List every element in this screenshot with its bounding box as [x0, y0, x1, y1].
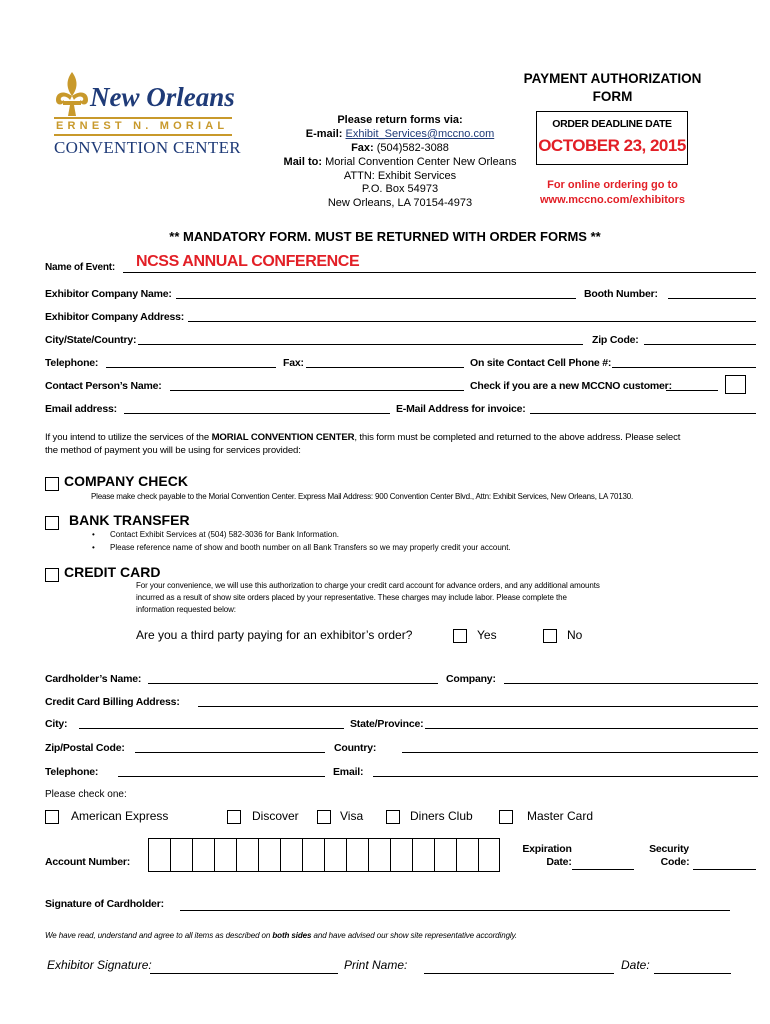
cardholder-field[interactable]: [148, 683, 438, 684]
account-digit-cell[interactable]: [478, 838, 500, 872]
deadline-date: OCTOBER 23, 2015: [538, 136, 686, 155]
zip-code-field[interactable]: [644, 344, 756, 345]
account-digit-cell[interactable]: [456, 838, 479, 872]
telephone-field[interactable]: [106, 367, 276, 368]
print-name-label: Print Name:: [344, 958, 408, 972]
mail-label: Mail to:: [283, 156, 323, 168]
logo-new-orleans: New Orleans: [90, 82, 235, 112]
event-line: [123, 272, 756, 273]
pobox-line: P.O. Box 54973: [361, 183, 439, 195]
logo-gold-rule-bottom: [54, 134, 232, 136]
third-party-yes-checkbox[interactable]: [453, 629, 467, 643]
bank-bullet-text-1: Contact Exhibit Services at (504) 582-3036 for Bank Information.: [110, 530, 340, 539]
signature-cardholder-label: Signature of Cardholder:: [45, 898, 164, 910]
print-name-field[interactable]: [424, 973, 614, 974]
third-party-no-label: No: [567, 628, 583, 642]
account-digit-cell[interactable]: [236, 838, 259, 872]
visa-checkbox[interactable]: [317, 810, 331, 824]
event-label: Name of Event:: [45, 262, 115, 273]
exhibitor-signature-label: Exhibitor Signature:: [47, 958, 152, 972]
check-one-label: Please check one:: [45, 789, 127, 800]
deadline-label: ORDER DEADLINE DATE: [552, 118, 672, 130]
discover-checkbox[interactable]: [227, 810, 241, 824]
booth-number-label: Booth Number:: [584, 288, 658, 300]
bank-bullet-text-2: Please reference name of show and booth number on all Bank Transfers so we may properly credit your account.: [110, 543, 511, 552]
bank-transfer-title: BANK TRANSFER: [69, 512, 190, 528]
booth-number-field[interactable]: [668, 298, 756, 299]
card-state-label: State/Province:: [350, 718, 424, 730]
email-link[interactable]: Exhibit_Services@mccno.com: [345, 128, 495, 140]
email-line: [250, 128, 550, 140]
company-address-label: Exhibitor Company Address:: [45, 311, 185, 323]
account-digit-cell[interactable]: [280, 838, 303, 872]
company-address-field[interactable]: [188, 321, 756, 322]
account-digit-cell[interactable]: [214, 838, 237, 872]
logo: [52, 70, 242, 160]
credit-card-note: [136, 580, 600, 616]
online-link[interactable]: www.mccno.com/exhibitors: [539, 194, 686, 206]
credit-card-note-1: For your convenience, we will use this authorization to charge your credit card account for advance orders, and any additional amounts: [136, 581, 600, 590]
deadline-box: [536, 111, 688, 165]
visa-label: Visa: [340, 809, 364, 823]
security-field[interactable]: [693, 869, 756, 870]
logo-ernest-morial: ERNEST N. MORIAL: [56, 120, 229, 132]
account-digit-cell[interactable]: [302, 838, 325, 872]
signature-cardholder-field[interactable]: [180, 910, 730, 911]
agreement-part1: We have read, understand and agree to all items as described on: [45, 931, 273, 940]
fax-label: Fax:: [351, 142, 374, 154]
new-customer-label: Check if you are a new MCCNO customer:: [470, 380, 672, 392]
company-name-field[interactable]: [176, 298, 576, 299]
company-check-checkbox[interactable]: [45, 477, 59, 491]
card-company-label: Company:: [446, 673, 496, 685]
expiration-label-1: Expiration: [522, 843, 572, 855]
mail-line: [230, 156, 570, 168]
account-digit-cell[interactable]: [390, 838, 413, 872]
account-digit-cell[interactable]: [170, 838, 193, 872]
invoice-email-label: E-Mail Address for invoice:: [396, 403, 526, 415]
card-country-field[interactable]: [402, 752, 758, 753]
fax-line: [250, 142, 550, 154]
company-check-title: COMPANY CHECK: [64, 473, 188, 489]
email-address-label: Email address:: [45, 403, 117, 415]
credit-card-note-3: information requested below:: [136, 605, 236, 614]
expiration-field[interactable]: [572, 869, 634, 870]
third-party-yes-label: Yes: [477, 628, 497, 642]
card-zip-field[interactable]: [135, 752, 325, 753]
expiration-label-2: Date:: [546, 856, 572, 868]
intro-part1: If you intend to utilize the services of the: [45, 432, 212, 443]
intro-part2: , this form must be completed and returned to the above address. Please select: [354, 432, 681, 443]
card-city-label: City:: [45, 718, 68, 730]
intro-text: [45, 431, 745, 457]
mastercard-checkbox[interactable]: [499, 810, 513, 824]
onsite-cell-field[interactable]: [612, 367, 756, 368]
exhibitor-signature-field[interactable]: [150, 973, 338, 974]
account-digit-cell[interactable]: [368, 838, 391, 872]
mandatory-notice: ** MANDATORY FORM. MUST BE RETURNED WITH ORDER FORMS **: [169, 229, 601, 244]
email-address-field[interactable]: [124, 413, 390, 414]
new-customer-checkbox[interactable]: [725, 375, 746, 394]
intro-line2: the method of payment you will be using for services provided:: [45, 445, 301, 456]
account-digit-cell[interactable]: [192, 838, 215, 872]
card-country-label: Country:: [334, 742, 377, 754]
agreement-part2: and have advised our show site representative accordingly.: [311, 931, 518, 940]
contact-name-label: Contact Person’s Name:: [45, 380, 162, 392]
fax-value: (504)582-3088: [376, 142, 449, 154]
diners-label: Diners Club: [410, 809, 473, 823]
company-name-label: Exhibitor Company Name:: [45, 288, 172, 300]
new-customer-line: [666, 390, 718, 391]
card-telephone-field[interactable]: [118, 776, 325, 777]
telephone-label: Telephone:: [45, 357, 99, 369]
zip-code-label: Zip Code:: [592, 334, 639, 346]
onsite-cell-label: On site Contact Cell Phone #:: [470, 357, 612, 369]
date-field[interactable]: [654, 973, 731, 974]
fax-field[interactable]: [306, 367, 464, 368]
attn-line: ATTN: Exhibit Services: [343, 170, 457, 182]
bank-bullet-2: [92, 543, 511, 552]
company-check-note: Please make check payable to the Morial Convention Center. Express Mail Address: 900 Convention Center Blvd., Attn: Exhibit Services, New Orleans, LA 70130.: [91, 492, 633, 501]
logo-convention-center: CONVENTION CENTER: [54, 138, 241, 157]
city-state-country-field[interactable]: [138, 344, 583, 345]
diners-checkbox[interactable]: [386, 810, 400, 824]
card-telephone-label: Telephone:: [45, 766, 99, 778]
agreement-text: [45, 931, 517, 940]
card-email-field[interactable]: [373, 776, 758, 777]
account-digit-cell[interactable]: [324, 838, 347, 872]
third-party-question: Are you a third party paying for an exhibitor’s order?: [136, 628, 413, 642]
card-zip-label: Zip/Postal Code:: [45, 742, 125, 754]
agreement-bold: both sides: [272, 931, 312, 940]
card-company-field[interactable]: [504, 683, 758, 684]
bank-bullet-1: [92, 530, 339, 539]
account-digit-cell[interactable]: [412, 838, 435, 872]
form-title-line1: PAYMENT AUTHORIZATION: [523, 71, 702, 86]
account-digit-cell[interactable]: [434, 838, 457, 872]
mastercard-label: Master Card: [527, 809, 594, 823]
fleur-de-lis-icon: [52, 70, 92, 118]
security-label-1: Security: [649, 843, 689, 855]
billing-address-field[interactable]: [198, 706, 758, 707]
account-digit-cell[interactable]: [148, 838, 171, 872]
card-state-field[interactable]: [425, 728, 758, 729]
bullet-icon: •: [92, 530, 95, 539]
billing-address-label: Credit Card Billing Address:: [45, 696, 180, 708]
event-name[interactable]: NCSS ANNUAL CONFERENCE: [136, 253, 360, 270]
third-party-no-checkbox[interactable]: [543, 629, 557, 643]
online-line1: For online ordering go to: [547, 179, 678, 191]
amex-label: American Express: [71, 809, 169, 823]
bank-transfer-checkbox[interactable]: [45, 516, 59, 530]
credit-card-checkbox[interactable]: [45, 568, 59, 582]
discover-label: Discover: [252, 809, 299, 823]
credit-card-title: CREDIT CARD: [64, 564, 161, 580]
logo-gold-rule-top: [54, 117, 232, 119]
account-digit-cell[interactable]: [258, 838, 281, 872]
invoice-email-field[interactable]: [530, 413, 756, 414]
security-label-2: Code:: [660, 856, 690, 868]
date-label: Date:: [621, 958, 650, 972]
form-title-line2: FORM: [592, 89, 633, 104]
city-line: New Orleans, LA 70154-4973: [327, 197, 473, 209]
fax-field-label: Fax:: [283, 357, 304, 369]
card-city-field[interactable]: [79, 728, 344, 729]
card-email-label: Email:: [333, 766, 364, 778]
mail-value: Morial Convention Center New Orleans: [325, 156, 517, 168]
account-digit-cell[interactable]: [346, 838, 369, 872]
account-number-label: Account Number:: [45, 856, 131, 868]
amex-checkbox[interactable]: [45, 810, 59, 824]
credit-card-note-2: incurred as a result of show site orders placed by your representative. These charges may include labor. Please complete the: [136, 593, 567, 602]
contact-name-field[interactable]: [170, 390, 464, 391]
city-state-country-label: City/State/Country:: [45, 334, 137, 346]
cardholder-label: Cardholder’s Name:: [45, 673, 142, 685]
intro-bold: MORIAL CONVENTION CENTER: [211, 432, 355, 443]
bullet-icon: •: [92, 543, 95, 552]
return-heading: Please return forms via:: [337, 114, 463, 126]
email-label: E-mail:: [305, 128, 343, 140]
